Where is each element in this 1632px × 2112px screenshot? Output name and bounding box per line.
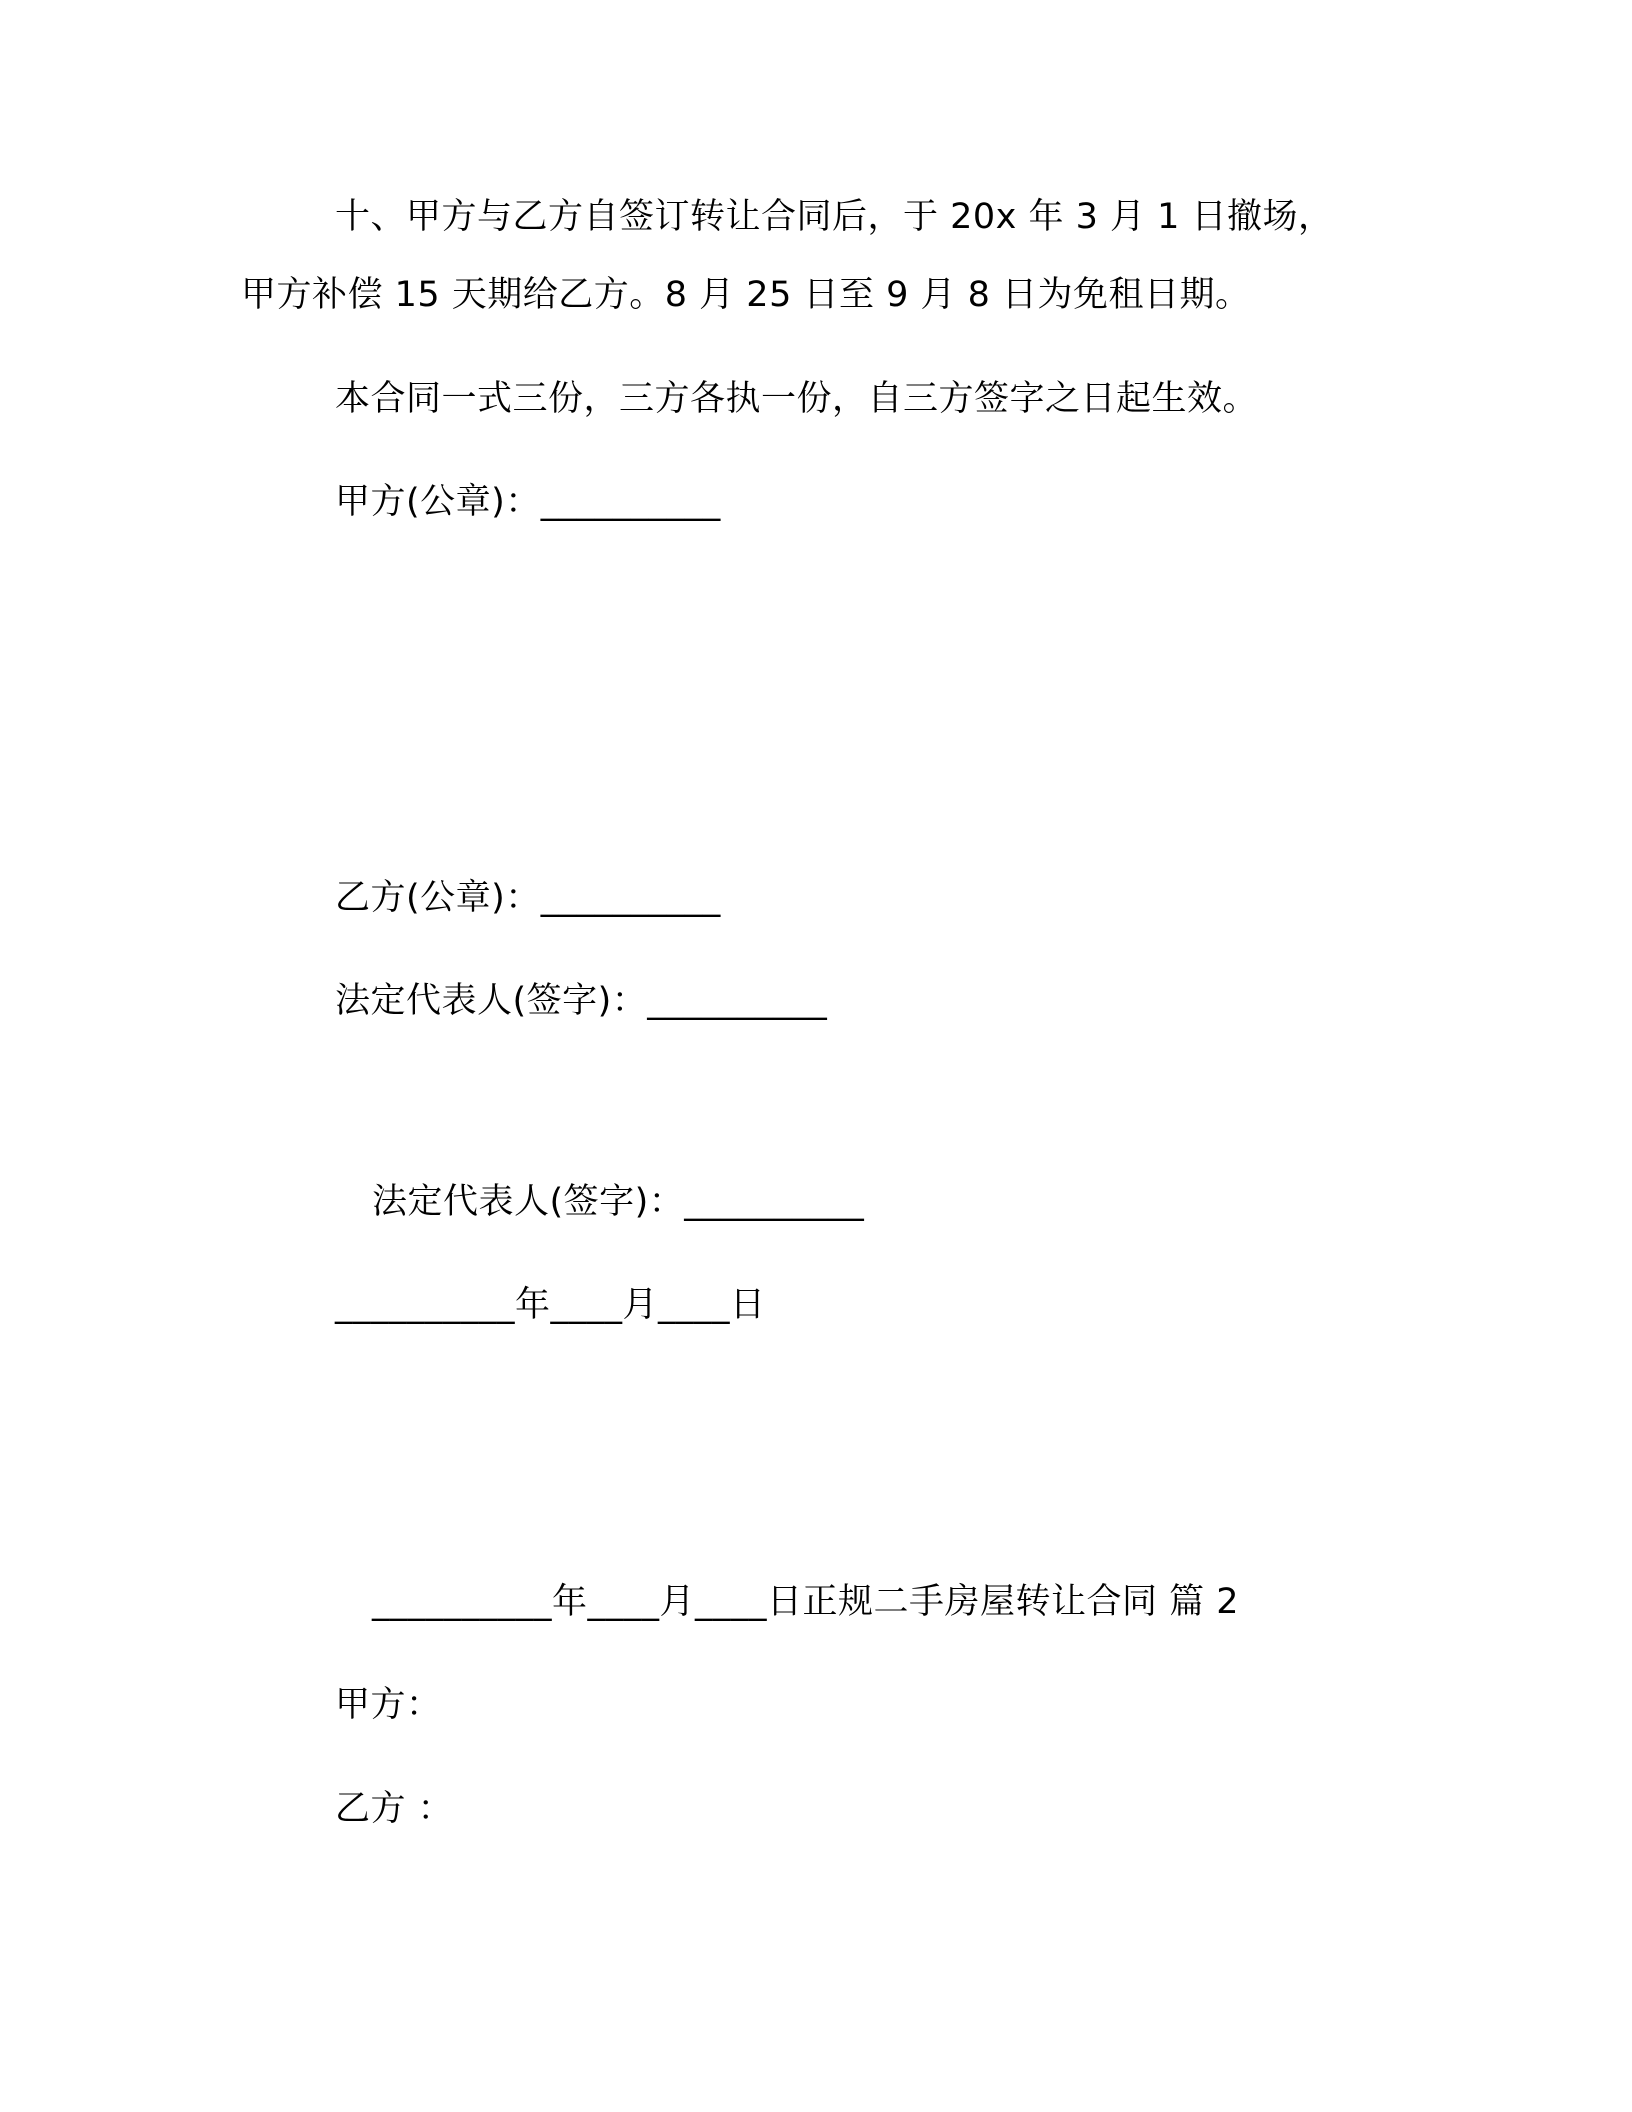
contract-2-heading: __________年____月____日正规二手房屋转让合同 篇 2: [372, 1582, 1240, 1622]
legal-representative-signature: 法定代表人(签字)：__________: [335, 981, 828, 1021]
legal-representative-signature-second: 法定代表人(签字)：__________: [372, 1182, 865, 1222]
party-a-seal-signature: 甲方(公章)：__________: [335, 482, 721, 522]
party-b-seal-signature: 乙方(公章)：__________: [335, 878, 721, 918]
clause-10-line-1: 十、甲方与乙方自签订转让合同后，于 20x 年 3 月 1 日撤场，: [335, 197, 1334, 237]
party-a-label: 甲方：: [335, 1685, 442, 1725]
copies-clause: 本合同一式三份，三方各执一份，自三方签字之日起生效。: [335, 379, 1259, 419]
signing-date-line: __________年____月____日: [335, 1285, 766, 1325]
party-b-label: 乙方 ：: [335, 1789, 454, 1829]
clause-10-line-2: 甲方补偿 15 天期给乙方。8 月 25 日至 9 月 8 日为免租日期。: [241, 275, 1251, 315]
